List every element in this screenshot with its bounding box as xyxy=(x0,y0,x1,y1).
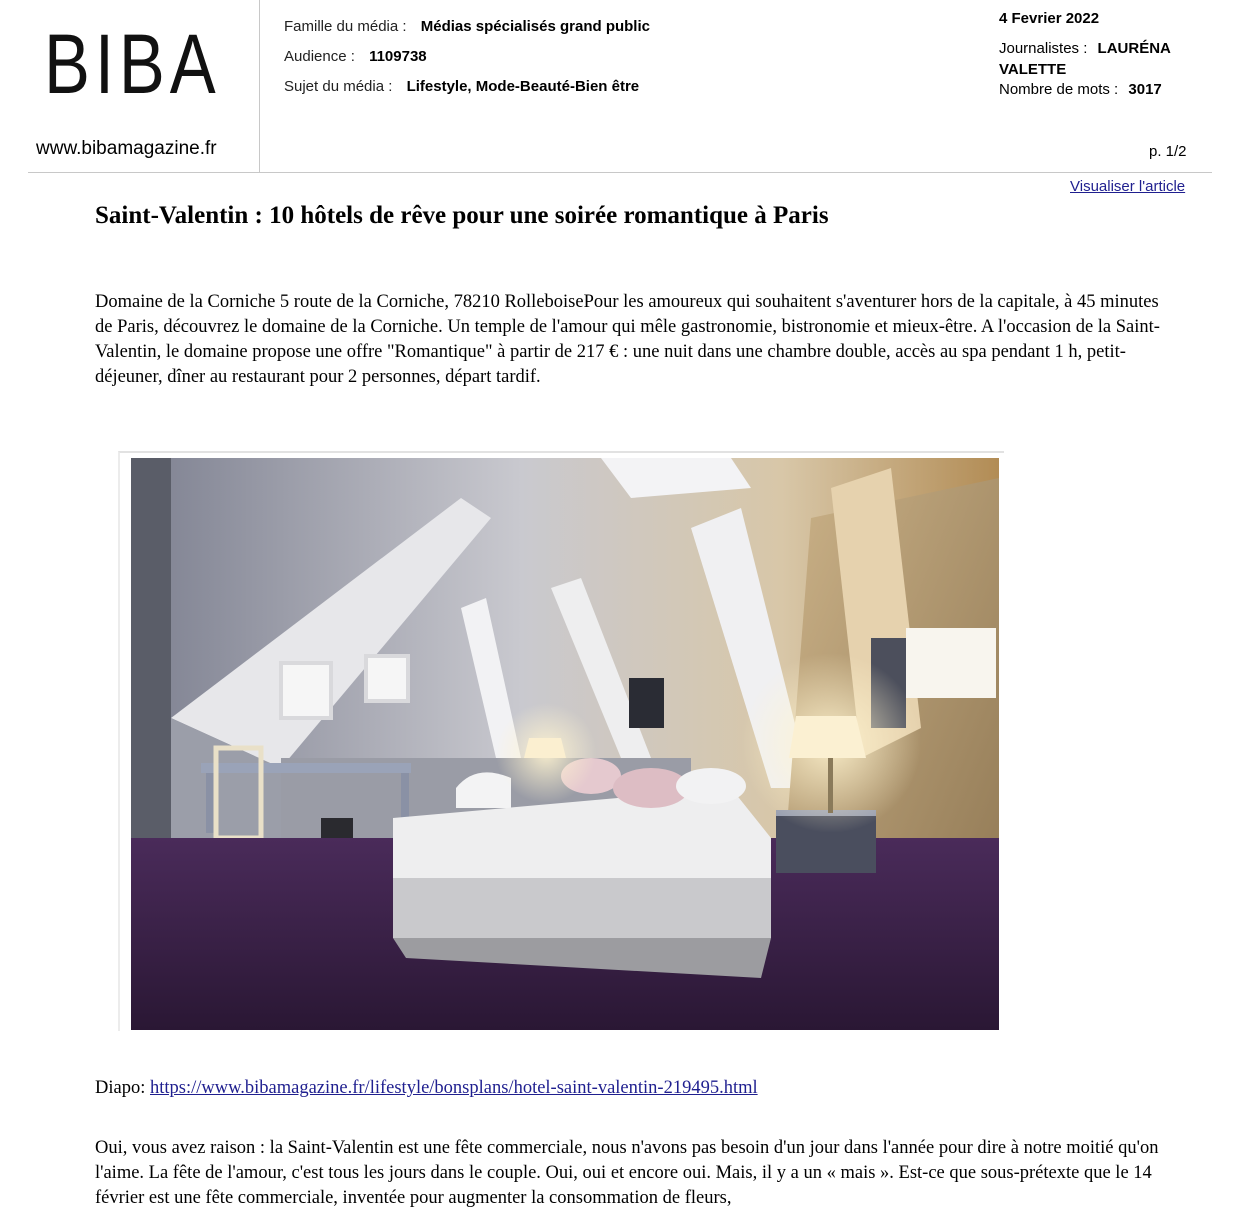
slideshow-link[interactable]: https://www.bibamagazine.fr/lifestyle/bonsplans/hotel-saint-valentin-219495.html xyxy=(149,1078,758,1098)
word-count-value: 3017 xyxy=(1128,81,1162,98)
header-vertical-divider xyxy=(259,0,260,172)
media-subject-row xyxy=(284,77,650,107)
journalists-label: Journalistes : xyxy=(999,40,1088,57)
article-title: Saint-Valentin : 10 hôtels de rêve pour une soirée romantique à Paris xyxy=(95,202,829,229)
audience-value: 1109738 xyxy=(369,48,427,65)
view-article-link[interactable]: Visualiser l'article xyxy=(1070,178,1186,195)
article-meta xyxy=(999,8,1209,100)
journalists-row xyxy=(999,38,1209,59)
slideshow-line xyxy=(95,1076,758,1101)
slideshow-label: Diapo: xyxy=(95,1078,146,1098)
audience-label: Audience : xyxy=(284,48,355,65)
article-paragraph-2: Oui, vous avez raison : la Saint-Valentin est une fête commerciale, nous n'avons pas besoin d'un jour dans l'année pour dire à notre moitié qu'on l'aime. La fête de l'amour, c'est tous les jours dans le couple. Oui, oui et encore oui. Mais, il y a un « mais ». Est-ce que sous-prétexte que le 14 février est une fête commerciale, inventée pour augmenter la consommation de fleurs, xyxy=(95,1138,1159,1208)
media-family-row xyxy=(284,17,650,47)
media-meta xyxy=(284,17,650,107)
media-subject-value: Lifestyle, Mode-Beauté-Bien être xyxy=(406,78,640,95)
page-number: p. 1/2 xyxy=(1149,143,1187,160)
journalists-value-second: VALETTE xyxy=(999,61,1067,78)
hotel-room-photo xyxy=(131,458,999,1030)
publication-date: 4 Fevrier 2022 xyxy=(999,10,1100,27)
biba-logo: BIBA xyxy=(44,17,221,111)
journalists-value-first: LAURÉNA xyxy=(1097,40,1171,57)
audience-row xyxy=(284,47,650,77)
article-paragraph-1: Domaine de la Corniche 5 route de la Corniche, 78210 RolleboisePour les amoureux qui souhaitent s'aventurer hors de la capitale, à 45 minutes de Paris, découvrez le domaine de la Corniche. Un temple de l'amour qui mêle gastronomie, bistronomie et mieux-être. A l'occasion de la Saint-Valentin, le domaine propose une offre "Romantique" à partir de 217 € : une nuit dans une chambre double, accès au spa pendant 1 h, petit-déjeuner, dîner au restaurant pour 2 personnes, départ tardif. xyxy=(95,292,1160,387)
media-subject-label: Sujet du média : xyxy=(284,78,393,95)
media-family-value: Médias spécialisés grand public xyxy=(420,18,650,35)
site-url: www.bibamagazine.fr xyxy=(36,138,217,159)
media-family-label: Famille du média : xyxy=(284,18,407,35)
header-horizontal-divider xyxy=(28,172,1212,173)
word-count-row xyxy=(999,79,1209,100)
word-count-label: Nombre de mots : xyxy=(999,81,1119,98)
